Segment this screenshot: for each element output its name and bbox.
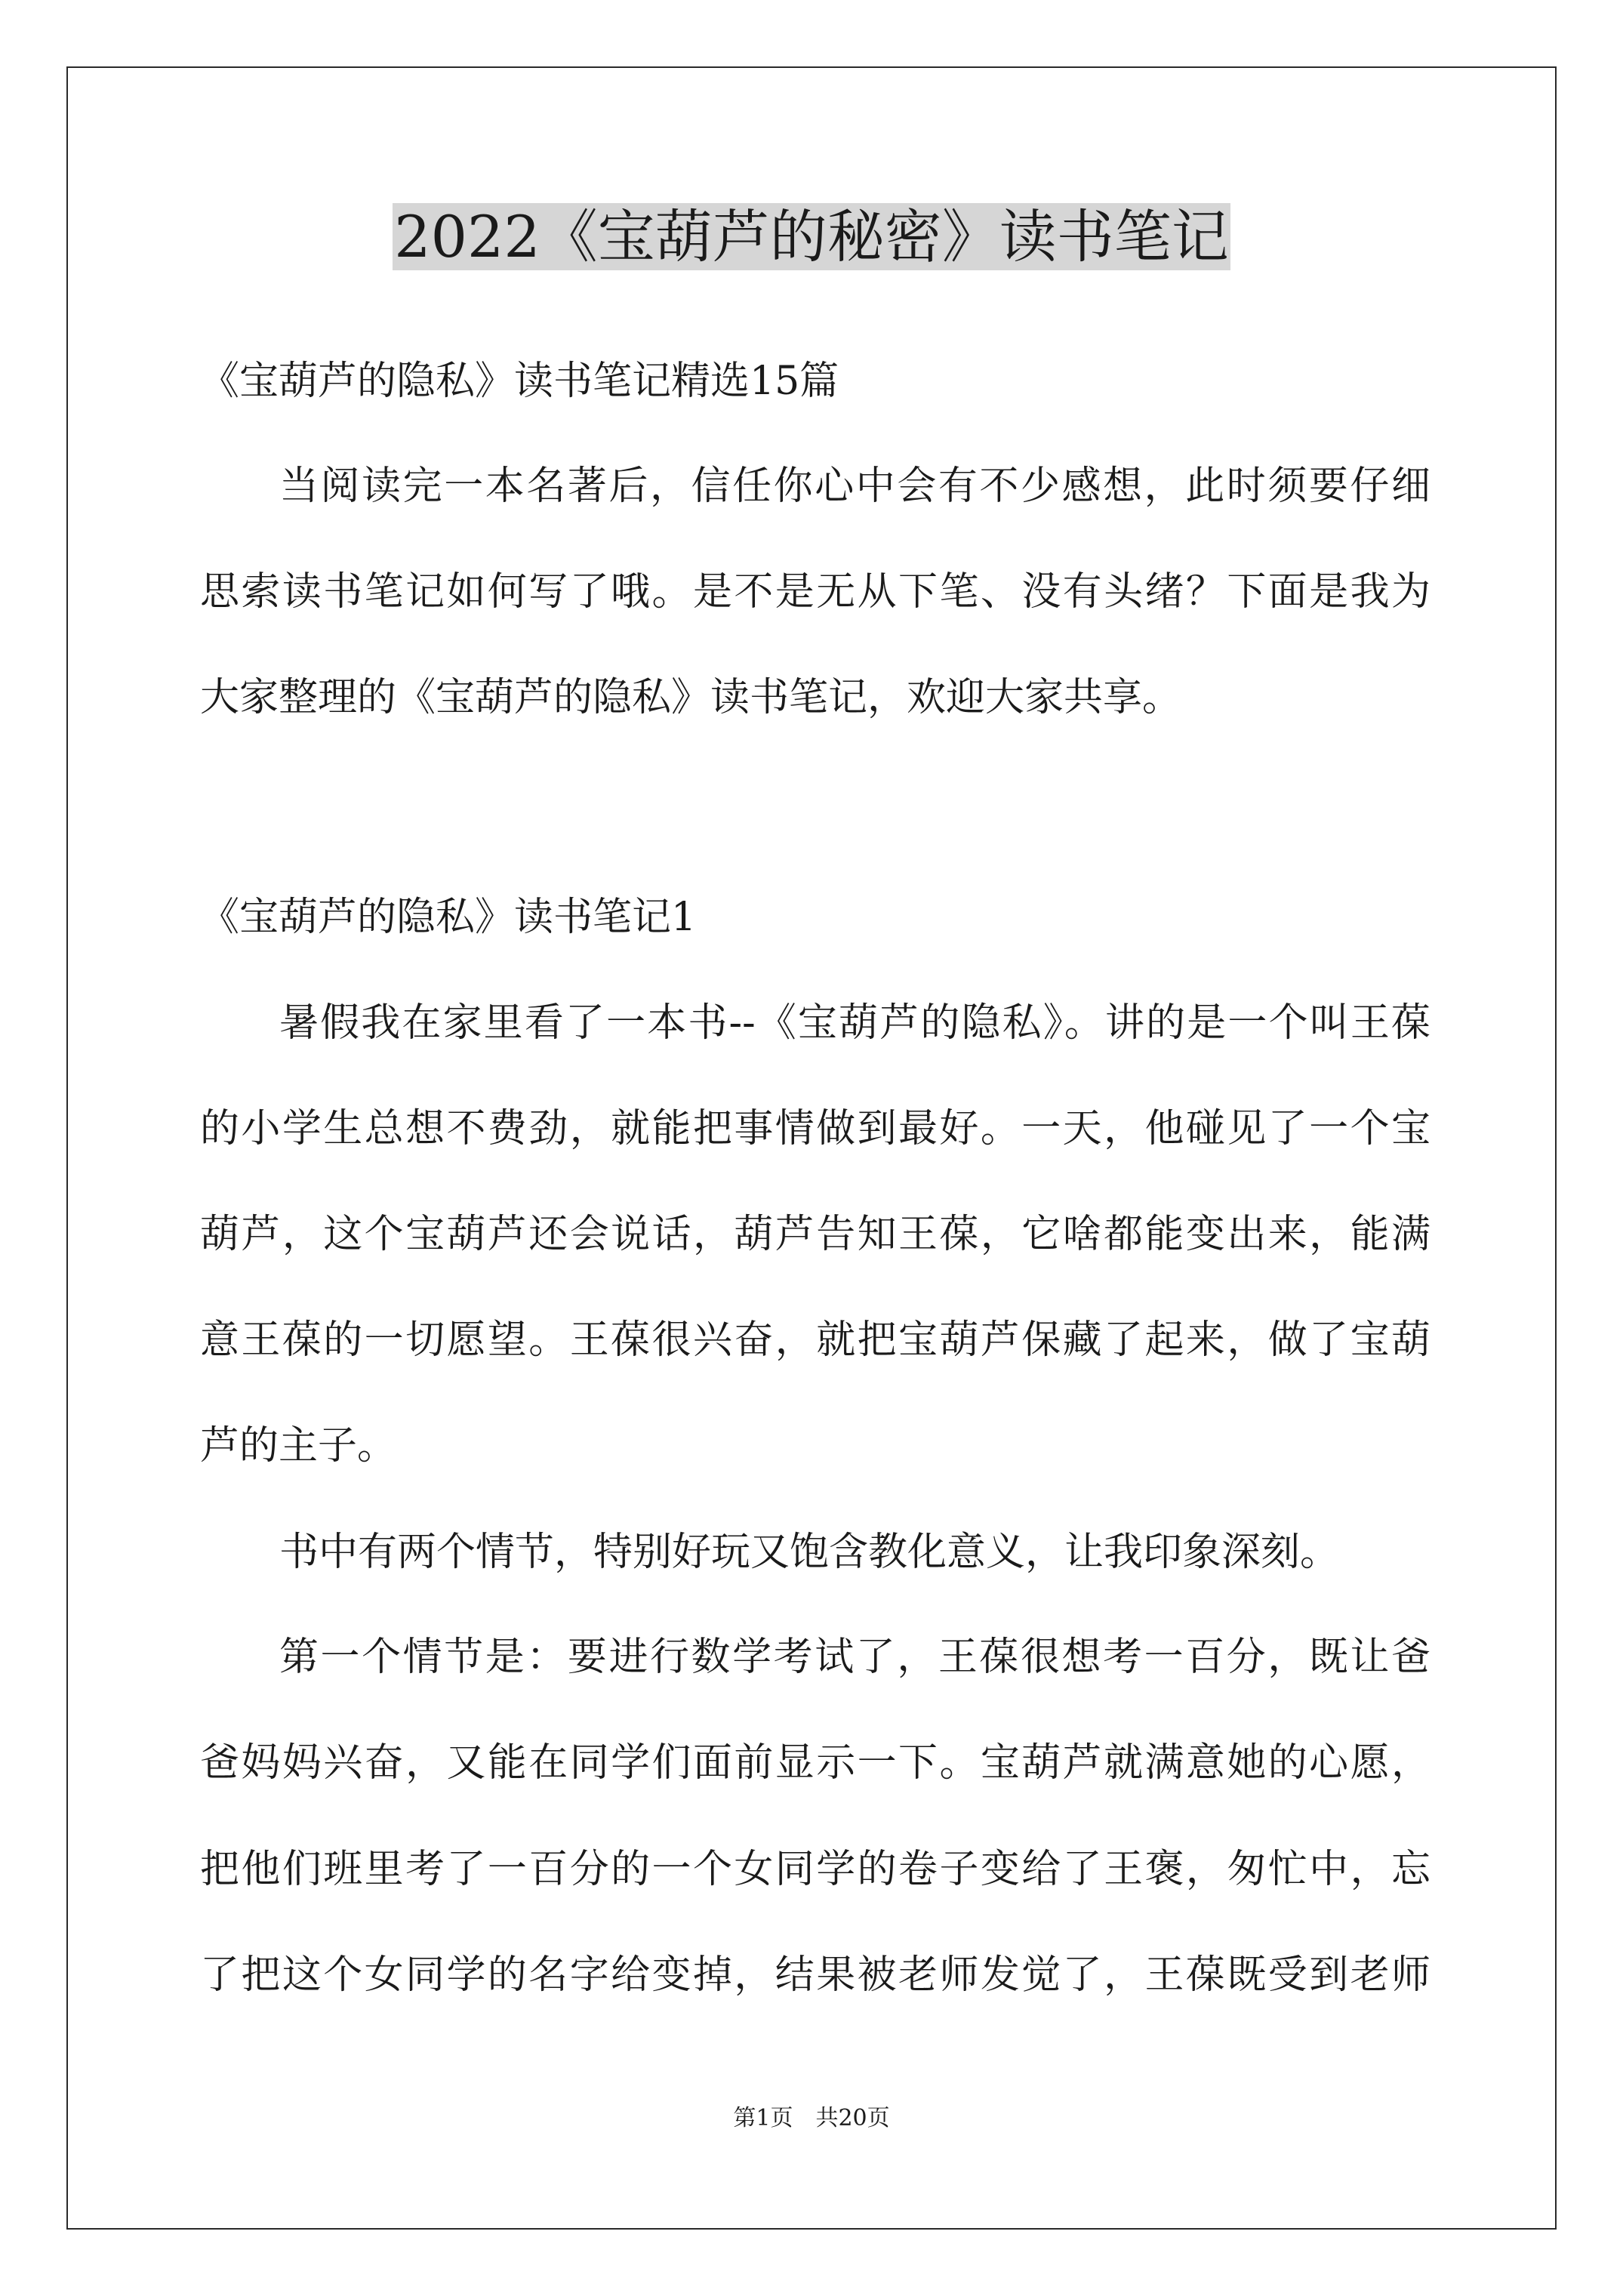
intro-line: 大家整理的《宝葫芦的隐私》读书笔记，欢迎大家共享。 <box>200 675 1182 720</box>
intro-line: 当阅读完一本名著后，信任你心中会有不少感想，此时须要仔细 <box>279 464 1431 509</box>
body-line: 芦的主子。 <box>200 1423 397 1469</box>
body-line: 葫芦，这个宝葫芦还会说话，葫芦告知王葆，它啥都能变出来，能满 <box>200 1212 1431 1257</box>
section-heading: 《宝葫芦的隐私》读书笔记1 <box>200 895 697 940</box>
body-line: 意王葆的一切愿望。王葆很兴奋，就把宝葫芦保藏了起来，做了宝葫 <box>200 1318 1431 1363</box>
body-line: 的小学生总想不费劲，就能把事情做到最好。一天，他碰见了一个宝 <box>200 1106 1431 1151</box>
page-number-footer: 第1页 共20页 <box>733 2105 890 2131</box>
body-line: 了把这个女同学的名字给变掉，结果被老师发觉了，王葆既受到老师 <box>200 1952 1431 1998</box>
body-line: 爸妈妈兴奋，又能在同学们面前显示一下。宝葫芦就满意她的心愿， <box>200 1740 1431 1786</box>
document-title: 2022《宝葫芦的秘密》读书笔记 <box>394 203 1229 270</box>
intro-line: 思索读书笔记如何写了哦。是不是无从下笔、没有头绪？下面是我为 <box>200 569 1431 615</box>
body-line: 第一个情节是：要进行数学考试了，王葆很想考一百分，既让爸 <box>279 1635 1431 1680</box>
body-line: 暑假我在家里看了一本书--《宝葫芦的隐私》。讲的是一个叫王葆 <box>279 1000 1431 1046</box>
document-subtitle: 《宝葫芦的隐私》读书笔记精选15篇 <box>200 359 839 404</box>
body-line: 书中有两个情节，特别好玩又饱含教化意义，让我印象深刻。 <box>279 1530 1340 1575</box>
body-line: 把他们班里考了一百分的一个女同学的卷子变给了王褒，匆忙中，忘 <box>200 1847 1431 1892</box>
